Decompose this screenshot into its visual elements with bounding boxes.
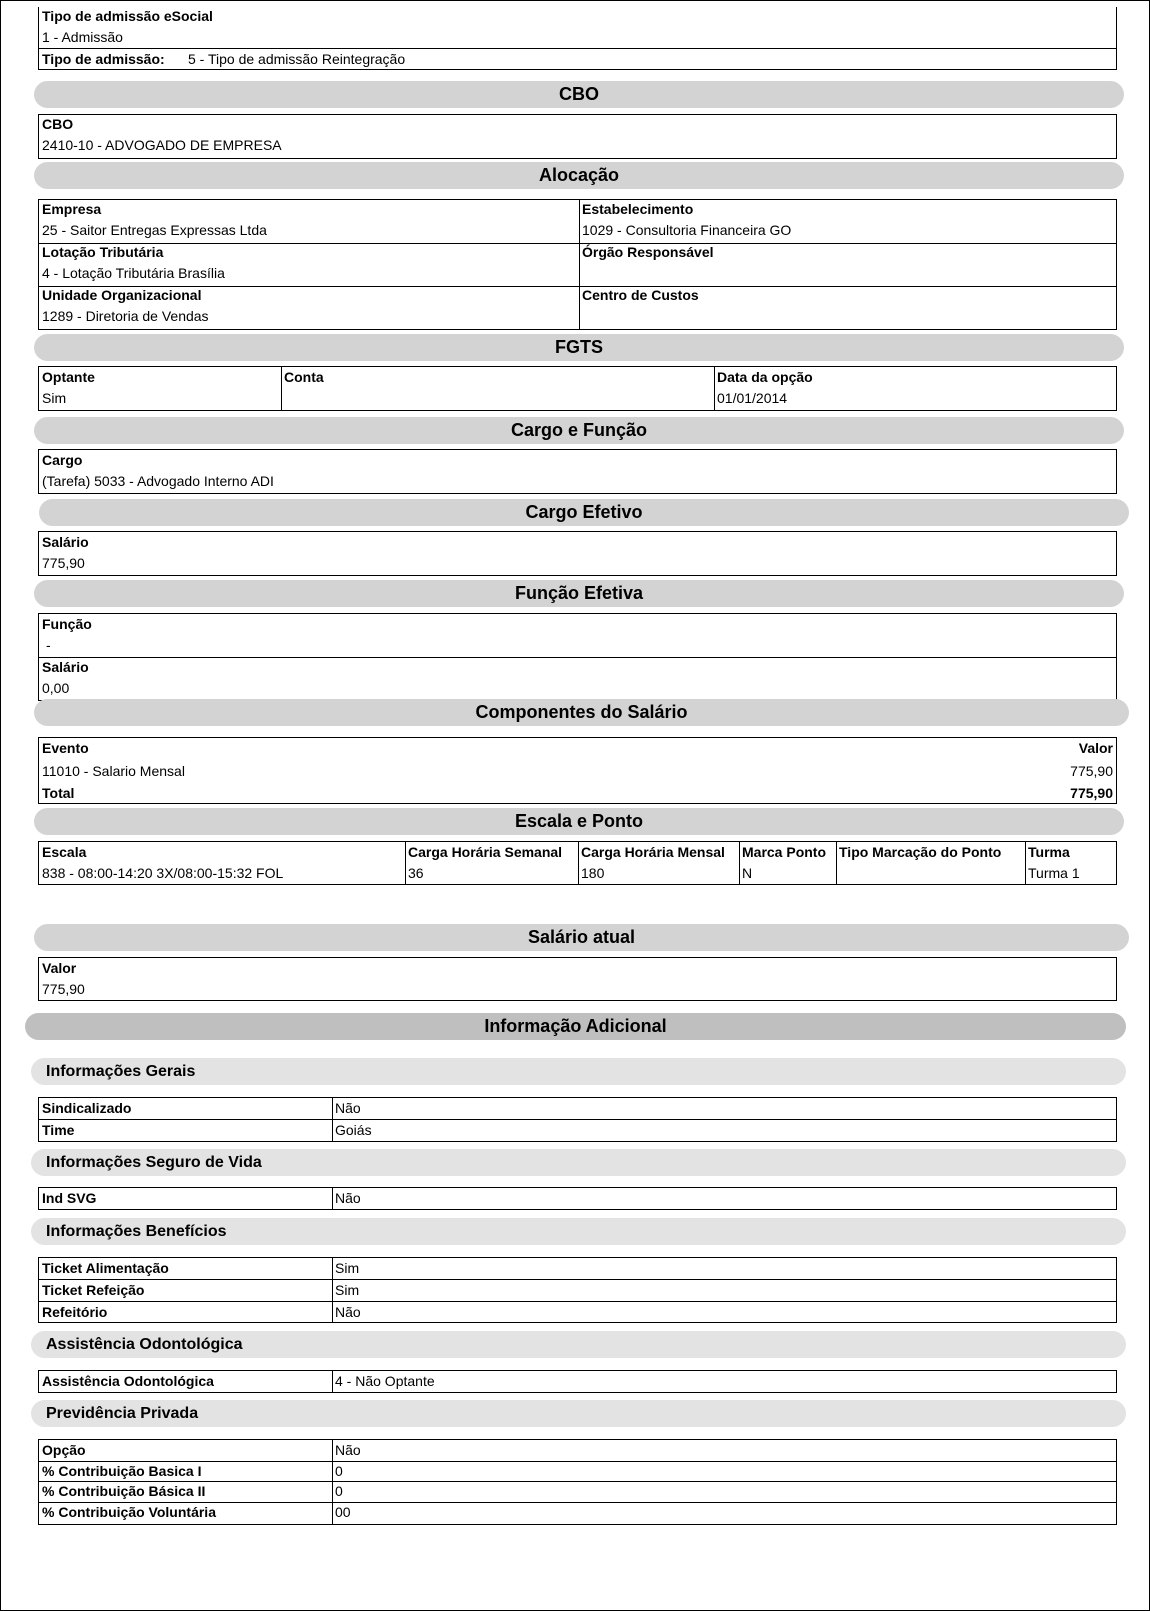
unidade-value: 1289 - Diretoria de Vendas: [42, 308, 209, 324]
cargo-efetivo-salario-value: 775,90: [42, 555, 85, 571]
section-cargo-efetivo: Cargo Efetivo: [39, 499, 1129, 526]
section-componentes-salario: Componentes do Salário: [34, 699, 1129, 726]
salario-atual-label: Valor: [42, 960, 77, 976]
tipo-admissao-value: 5 - Tipo de admissão Reintegração: [188, 51, 406, 67]
section-seguro-vida: Informações Seguro de Vida: [31, 1149, 1126, 1176]
funcao-efetiva-box: [38, 613, 1117, 701]
valor-label: Valor: [1078, 740, 1113, 756]
time-value: Goiás: [335, 1122, 372, 1138]
total-value: 775,90: [1070, 785, 1113, 801]
fgts-box: [38, 366, 1117, 411]
opcao-value: Não: [335, 1442, 361, 1458]
funcao-salario-label: Salário: [42, 659, 89, 675]
section-assistencia-odontologica: Assistência Odontológica: [31, 1331, 1126, 1358]
alocacao-box: [38, 199, 1117, 330]
carga-semanal-value: 36: [408, 865, 424, 881]
time-label: Time: [42, 1122, 75, 1138]
cbo-label: CBO: [42, 116, 74, 132]
centro-custos-label: Centro de Custos: [582, 287, 699, 303]
salario-atual-value: 775,90: [42, 981, 85, 997]
ticket-alimentacao-label: Ticket Alimentação: [42, 1260, 169, 1276]
contribuicao-voluntaria-label: % Contribuição Voluntária: [42, 1504, 216, 1520]
odonto-table: [38, 1370, 1117, 1393]
conta-label: Conta: [284, 369, 324, 385]
total-label: Total: [42, 785, 75, 801]
estabelecimento-value: 1029 - Consultoria Financeira GO: [582, 222, 792, 238]
estabelecimento-label: Estabelecimento: [582, 201, 694, 217]
ticket-refeicao-value: Sim: [335, 1282, 360, 1298]
sindicalizado-value: Não: [335, 1100, 361, 1116]
tipo-marcacao-header: Tipo Marcação do Ponto: [839, 844, 1002, 860]
seguro-table: [38, 1187, 1117, 1210]
esocial-label: Tipo de admissão eSocial: [42, 8, 213, 24]
cargo-efetivo-salario-label: Salário: [42, 534, 89, 550]
turma-header: Turma: [1028, 844, 1070, 860]
empresa-value: 25 - Saitor Entregas Expressas Ltda: [42, 222, 267, 238]
section-previdencia-privada: Previdência Privada: [31, 1400, 1126, 1427]
salario-atual-box: [38, 957, 1117, 1001]
admissao-box: [38, 7, 1117, 70]
marca-ponto-value: N: [742, 865, 753, 881]
ticket-refeicao-label: Ticket Refeição: [42, 1282, 145, 1298]
section-alocacao: Alocação: [34, 162, 1124, 189]
section-beneficios: Informações Benefícios: [31, 1218, 1126, 1245]
data-opcao-value: 01/01/2014: [717, 390, 788, 406]
contribuicao-basica-i-value: 0: [335, 1463, 343, 1479]
tipo-admissao-label: Tipo de admissão:: [42, 51, 165, 67]
section-informacoes-gerais: Informações Gerais: [31, 1058, 1126, 1085]
unidade-label: Unidade Organizacional: [42, 287, 202, 303]
empresa-label: Empresa: [42, 201, 102, 217]
evento-value: 11010 - Salario Mensal: [42, 763, 185, 779]
escala-value: 838 - 08:00-14:20 3X/08:00-15:32 FOL: [42, 865, 284, 881]
optante-value: Sim: [42, 390, 67, 406]
refeitorio-value: Não: [335, 1304, 361, 1320]
evento-label: Evento: [42, 740, 89, 756]
marca-ponto-header: Marca Ponto: [742, 844, 827, 860]
cargo-efetivo-box: [38, 531, 1117, 576]
cargo-label: Cargo: [42, 452, 83, 468]
funcao-label: Função: [42, 616, 92, 632]
cargo-box: [38, 449, 1117, 494]
cbo-box: [38, 114, 1117, 159]
ticket-alimentacao-value: Sim: [335, 1260, 360, 1276]
contribuicao-voluntaria-value: 00: [335, 1504, 351, 1520]
section-funcao-efetiva: Função Efetiva: [34, 580, 1124, 607]
funcao-salario-value: 0,00: [42, 680, 70, 696]
cbo-value: 2410-10 - ADVOGADO DE EMPRESA: [42, 137, 282, 153]
section-fgts: FGTS: [34, 334, 1124, 361]
evento-valor: 775,90: [1070, 763, 1113, 779]
sindicalizado-label: Sindicalizado: [42, 1100, 132, 1116]
componentes-box: [38, 737, 1117, 804]
odonto-label: Assistência Odontológica: [42, 1373, 214, 1389]
ind-svg-label: Ind SVG: [42, 1190, 97, 1206]
lotacao-value: 4 - Lotação Tributária Brasília: [42, 265, 225, 281]
turma-value: Turma 1: [1028, 865, 1080, 881]
data-opcao-label: Data da opção: [717, 369, 813, 385]
esocial-value: 1 - Admissão: [42, 29, 123, 45]
beneficios-table: [38, 1257, 1117, 1323]
section-informacao-adicional: Informação Adicional: [25, 1013, 1126, 1040]
refeitorio-label: Refeitório: [42, 1304, 108, 1320]
contribuicao-basica-ii-label: % Contribuição Básica II: [42, 1483, 206, 1499]
escala-box: [38, 841, 1117, 885]
carga-mensal-value: 180: [581, 865, 605, 881]
orgao-label: Órgão Responsável: [582, 244, 714, 260]
carga-semanal-header: Carga Horária Semanal: [408, 844, 563, 860]
optante-label: Optante: [42, 369, 95, 385]
opcao-label: Opção: [42, 1442, 86, 1458]
carga-mensal-header: Carga Horária Mensal: [581, 844, 725, 860]
contribuicao-basica-ii-value: 0: [335, 1483, 343, 1499]
previdencia-table: [38, 1439, 1117, 1525]
cargo-value: (Tarefa) 5033 - Advogado Interno ADI: [42, 473, 274, 489]
lotacao-label: Lotação Tributária: [42, 244, 164, 260]
section-salario-atual: Salário atual: [34, 924, 1129, 951]
section-cbo: CBO: [34, 81, 1124, 108]
section-escala-ponto: Escala e Ponto: [34, 808, 1124, 835]
contribuicao-basica-i-label: % Contribuição Basica I: [42, 1463, 202, 1479]
funcao-value: -: [46, 637, 51, 653]
odonto-value: 4 - Não Optante: [335, 1373, 435, 1389]
ind-svg-value: Não: [335, 1190, 361, 1206]
escala-header: Escala: [42, 844, 87, 860]
section-cargo-funcao: Cargo e Função: [34, 417, 1124, 444]
gerais-table: [38, 1097, 1117, 1142]
